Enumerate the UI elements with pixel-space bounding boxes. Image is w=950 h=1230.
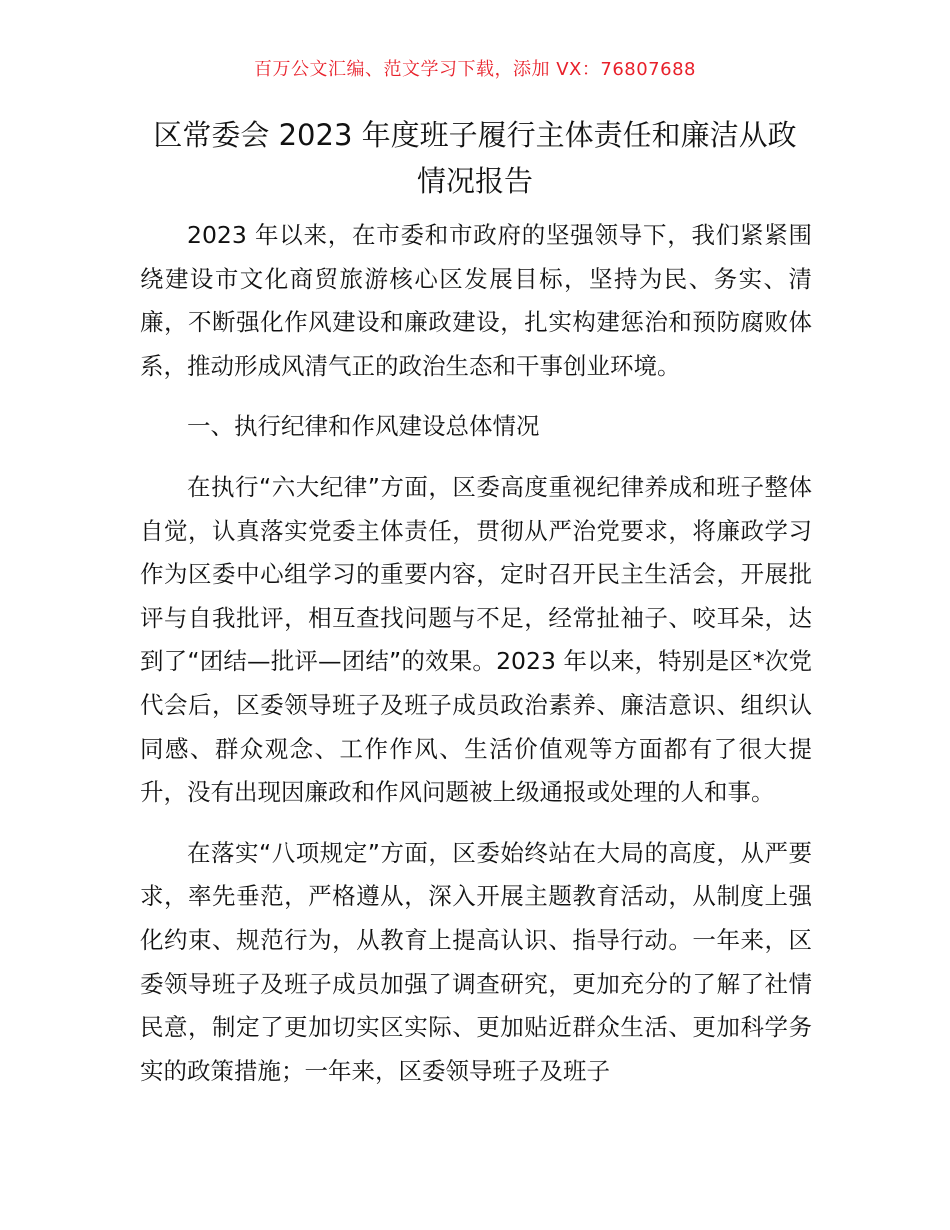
paragraph-eight-rules: 在落实“八项规定”方面，区委始终站在大局的高度，从严要求，率先垂范，严格遵从，深入开展主题教育活动，从制度上强化约束、规范行为，从教育上提高认识、指导行动。一年来，区委领导班子及班子成员加强了调查研究，更加充分的了解了社情民意，制定了更加切实区实际、更加贴近群众生活、更加科学务实的政策措施；一年来，区委领导班子及班子 xyxy=(140,838,812,1085)
document-title: 区常委会 2023 年度班子履行主体责任和廉洁从政情况报告 xyxy=(153,118,797,198)
section-heading: 一、执行纪律和作风建设总体情况 xyxy=(187,412,540,441)
paragraph-intro: 2023 年以来，在市委和市政府的坚强领导下，我们紧紧围绕建设市文化商贸旅游核心区发展目标，坚持为民、务实、清廉，不断强化作风建设和廉政建设，扎实构建惩治和预防腐败体系，推动形成风清气正的政治生态和干事创业环境。 xyxy=(140,221,812,380)
paragraph-discipline: 在执行“六大纪律”方面，区委高度重视纪律养成和班子整体自觉，认真落实党委主体责任，贯彻从严治党要求，将廉政学习作为区委中心组学习的重要内容，定时召开民主生活会，开展批评与自我批评，相互查找问题与不足，经常扯袖子、咬耳朵，达到了“团结—批评—团结”的效果。2023 年以来，特别是区*次党代会后，区委领导班子及班子成员政治素养、廉洁意识、组织认同感、群众观念、工作作风、生活价值观等方面都有了很大提升，没有出现因廉政和作风问题被上级通报或处理的人和事。 xyxy=(140,472,812,807)
watermark-header: 百万公文汇编、范文学习下载，添加 VX：76807688 xyxy=(254,59,696,80)
document-body xyxy=(140,214,812,1093)
